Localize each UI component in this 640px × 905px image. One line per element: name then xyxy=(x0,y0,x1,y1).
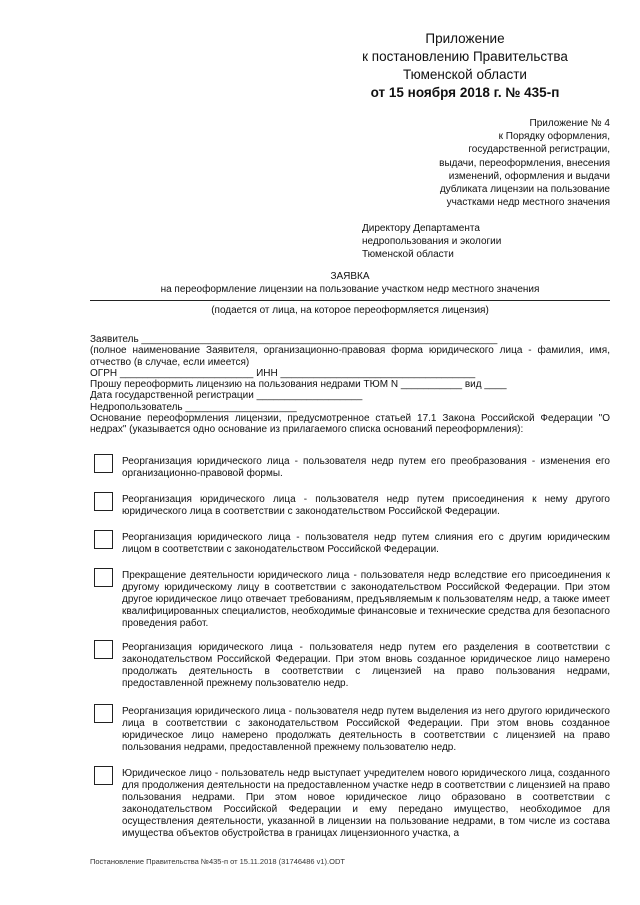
option-text: Реорганизация юридического лица - пользователя недр путем его разделения в соответствии с законодательством Российской Федерации. При этом вновь созданное юридическое лицо намерено продолжать деятельность в соответствии с лицензией на право пользования недрами, предоставленной прежнему пользователю недр. xyxy=(122,642,610,689)
annex-line: выдачи, переоформления, внесения xyxy=(439,157,610,169)
registration-date-field[interactable]: Дата государственной регистрации ___________________ xyxy=(90,390,363,402)
title-divider xyxy=(90,300,610,301)
option-text: Прекращение деятельности юридического лица - пользователя недр вследствие его присоединения к другому юридическому лицу в соответствии с законодательством Российской Федерации. При этом другое юридическое лицо отвечает требованиям, предъявляемым к пользователям недр, а также имеет квалифицированных специалистов, необходимые финансовые и технические средства для безопасного проведения работ. xyxy=(122,570,610,629)
annex-line: Приложение № 4 xyxy=(529,118,610,129)
option-checkbox[interactable] xyxy=(94,454,113,473)
reissue-basis-text: Основание переоформления лицензии, предусмотренное статьей 17.1 Закона Российской Федерации "О недрах" (указывается одно основание из прилагаемого списка оснований переоформления): xyxy=(90,413,610,436)
document-title xyxy=(90,270,610,296)
option-checkbox[interactable] xyxy=(94,704,113,723)
title-heading: ЗАЯВКА xyxy=(330,271,370,282)
option-text: Реорганизация юридического лица - пользователя недр путем слияния его с другим юридическим лицом в соответствии с законодательством Российской Федерации. xyxy=(122,532,610,555)
document-footer: Постановление Правительства №435-п от 15.11.2018 (31746486 v1).ODT xyxy=(90,857,345,866)
option-text: Реорганизация юридического лица - пользователя недр путем его преобразования - изменения его организационно-правовой формы. xyxy=(122,456,610,479)
header-annex-label: Приложение xyxy=(425,31,505,46)
subsoil-user-field[interactable]: Недропользователь ____________________ xyxy=(90,401,297,413)
ogrn-inn-field[interactable]: ОГРН ________________________ ИНН ___________________________________ xyxy=(90,367,476,379)
option-checkbox[interactable] xyxy=(94,766,113,785)
header-region: Тюменской области xyxy=(403,67,527,82)
annex-line: изменений, оформления и выдачи xyxy=(448,170,610,182)
annex-reference xyxy=(395,117,610,209)
option-text: Реорганизация юридического лица - пользователя недр путем выделения из него другого юридического лица в соответствии с законодательством Российской Федерации. При этом вновь созданное юридическое лицо намерено продолжать деятельность в соответствии с лицензией на право пользования недрами, предоставленной прежнему пользователю недр. xyxy=(122,706,610,753)
title-note: (подается от лица, на которое переоформляется лицензия) xyxy=(211,305,489,316)
license-request-field[interactable]: Прошу переоформить лицензию на пользования недрами ТЮМ N ___________ вид ____ xyxy=(90,379,507,391)
annex-line: дубликата лицензии на пользование xyxy=(439,184,610,196)
applicant-hint: (полное наименование Заявителя, организационно-правовая форма юридического лица - фамилия, имя, отчество (в случае, если имеется) xyxy=(90,345,610,368)
option-text: Реорганизация юридического лица - пользователя недр путем присоединения к нему другого юридического лица в соответствии с законодательством Российской Федерации. xyxy=(122,494,610,517)
applicant-field[interactable]: Заявитель ________________________________________________________________ xyxy=(90,334,498,345)
option-checkbox[interactable] xyxy=(94,492,113,511)
addressee-line: Директору Департамента xyxy=(362,223,480,234)
header-resolution-ref: к постановлению Правительства xyxy=(362,49,568,64)
annex-line: участками недр местного значения xyxy=(446,197,610,209)
resolution-header xyxy=(330,30,600,102)
option-checkbox[interactable] xyxy=(94,568,113,587)
annex-line: к Порядку оформления, xyxy=(498,131,610,143)
title-subheading: на переоформление лицензии на пользование участком недр местного значения xyxy=(160,284,540,295)
addressee-line: Тюменской области xyxy=(362,249,454,261)
option-text: Юридическое лицо - пользователь недр выступает учредителем нового юридического лица, созданного для продолжения деятельности на предоставленном участке недр в соответствии с лицензией на право пользования недрами. При этом новое юридическое лицо образовано в соответствии с законодательством Российской Федерации и ему передано имущество, необходимое для осуществления деятельности, указанной в лицензии на пользование недрами, в том числе из состава имущества объектов обустройства в границах лицензионного участка, а xyxy=(122,768,610,839)
option-checkbox[interactable] xyxy=(94,530,113,549)
header-date-number: от 15 ноября 2018 г. № 435-п xyxy=(370,85,560,100)
application-form-fields xyxy=(90,334,610,436)
option-checkbox[interactable] xyxy=(94,640,113,659)
addressee-line: недропользования и экологии xyxy=(362,236,502,248)
annex-line: государственной регистрации, xyxy=(468,144,610,156)
addressee-block xyxy=(362,222,562,262)
